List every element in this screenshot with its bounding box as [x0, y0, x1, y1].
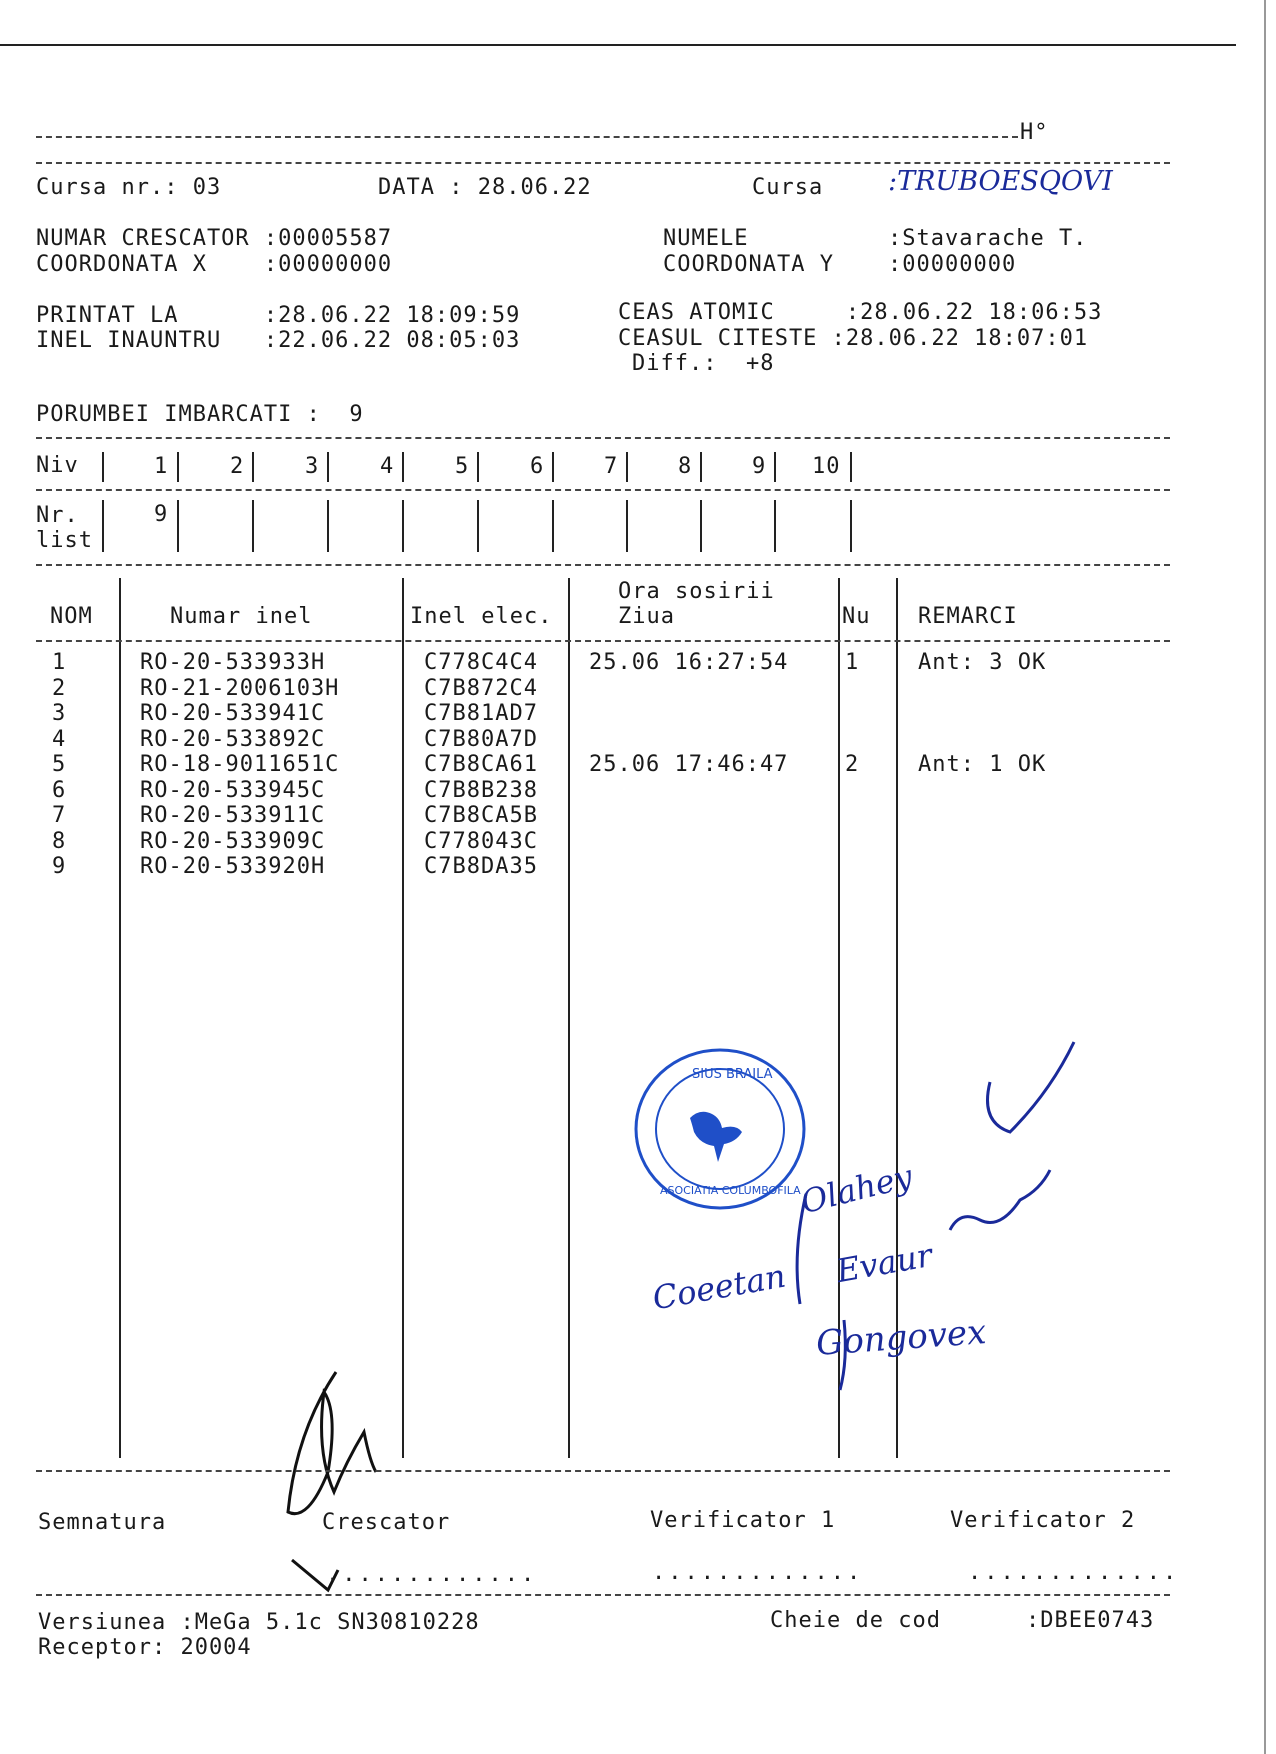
niv-level-9: 9	[752, 454, 767, 479]
row-elec: C7B81AD7	[424, 701, 538, 726]
verificator-2-sign-dots: .............	[968, 1560, 1180, 1585]
semnatura-label: Semnatura	[38, 1510, 167, 1535]
header-ziua: Ziua	[618, 604, 675, 629]
handwritten-signature-2: Coeetan	[649, 1256, 789, 1318]
row-nom: 2	[52, 675, 67, 701]
row-remarci: Ant: 1 OK	[918, 752, 1047, 777]
crescator-sign-dots: .............	[326, 1562, 538, 1587]
receptor: Receptor: 20004	[38, 1635, 252, 1660]
header-inel-elec: Inel elec.	[410, 604, 553, 629]
header-remarci: REMARCI	[918, 604, 1018, 629]
row-inel: RO-20-533911C	[140, 803, 326, 828]
header-numar-inel: Numar inel	[170, 604, 313, 629]
niv-label: Niv	[36, 453, 79, 478]
coordonata-x: COORDONATA X :00000000	[36, 252, 393, 277]
list-label: list	[36, 528, 93, 553]
niv-level-2: 2	[230, 454, 245, 479]
row-inel: RO-20-533933H	[140, 650, 326, 675]
niv-level-10: 10	[812, 454, 841, 479]
row-nom: 6	[52, 777, 67, 803]
row-elec: C7B8CA5B	[424, 803, 538, 828]
stamp-text-bottom: ASOCIATIA COLUMBOFILA	[660, 1184, 801, 1197]
row-inel: RO-20-533892C	[140, 726, 326, 752]
row-nu: 2	[845, 752, 860, 777]
nr-value-1: 9	[154, 502, 169, 527]
row-nom: 5	[52, 752, 67, 777]
cursa-label: Cursa	[752, 175, 824, 200]
handwritten-signature-1: Olahey	[797, 1156, 917, 1222]
handwritten-signature-3: Evaur	[833, 1235, 935, 1291]
row-elec: C778043C	[424, 828, 538, 854]
niv-level-3: 3	[305, 454, 320, 479]
row-inel: RO-20-533941C	[140, 701, 326, 726]
signatures-bottom-dashed	[36, 1594, 1170, 1596]
row-inel: RO-20-533945C	[140, 777, 326, 803]
row-ora: 25.06 16:27:54	[589, 650, 789, 675]
row-inel: RO-20-533909C	[140, 828, 326, 854]
row-nom: 8	[52, 828, 67, 854]
inel-inauntru: INEL INAUNTRU :22.06.22 08:05:03	[36, 328, 521, 353]
niv-level-4: 4	[380, 454, 395, 479]
nr-label: Nr.	[36, 503, 79, 528]
ceasul-citeste: CEASUL CITESTE :28.06.22 18:07:01	[618, 326, 1089, 351]
row-elec: C7B8DA35	[424, 854, 538, 879]
numar-crescator: NUMAR CRESCATOR :00005587	[36, 226, 393, 251]
header-nom: NOM	[50, 604, 93, 629]
header-nu: Nu	[842, 604, 871, 629]
row-elec: C7B80A7D	[424, 726, 538, 752]
data-date: DATA : 28.06.22	[378, 175, 592, 200]
header-mark: H°	[1020, 120, 1049, 145]
numele-value: :Stavarache T.	[888, 226, 1088, 251]
page-edge	[1264, 0, 1266, 1754]
handwritten-signature-4: Gongovex	[814, 1312, 988, 1364]
cheie-de-cod-label: Cheie de cod	[770, 1608, 941, 1633]
row-inel: RO-18-9011651C	[140, 752, 340, 777]
row-ora: 25.06 17:46:47	[589, 752, 789, 777]
verificator-2-label: Verificator 2	[950, 1508, 1136, 1533]
niv-level-5: 5	[455, 454, 470, 479]
row-nom: 3	[52, 701, 67, 726]
row-inel: RO-20-533920H	[140, 854, 326, 879]
row-inel: RO-21-2006103H	[140, 675, 340, 701]
niv-level-7: 7	[604, 454, 619, 479]
header-ora-sosirii: Ora sosirii	[618, 579, 775, 604]
verificator-1-sign-dots: .............	[652, 1560, 864, 1585]
row-remarci: Ant: 3 OK	[918, 650, 1047, 675]
coordonata-y-label: COORDONATA Y	[663, 252, 834, 277]
row-elec: C7B8B238	[424, 777, 538, 803]
crescator-label: Crescator	[322, 1510, 451, 1535]
row-elec: C7B872C4	[424, 675, 538, 701]
niv-level-6: 6	[530, 454, 545, 479]
cheie-de-cod-value: :DBEE0743	[1026, 1608, 1155, 1633]
signatures-top-dashed	[36, 1470, 1170, 1472]
cursa-value-handwritten: :TRUBOESQOVI	[888, 166, 1113, 197]
numele-label: NUMELE	[663, 226, 749, 251]
niv-level-8: 8	[678, 454, 693, 479]
row-elec: C778C4C4	[424, 650, 538, 675]
niv-level-1: 1	[154, 454, 169, 479]
row-nom: 7	[52, 803, 67, 828]
row-nom: 1	[52, 650, 67, 675]
diff: Diff.: +8	[632, 351, 775, 376]
row-nom: 4	[52, 726, 67, 752]
row-nom: 9	[52, 854, 67, 879]
row-elec: C7B8CA61	[424, 752, 538, 777]
printat-la: PRINTAT LA :28.06.22 18:09:59	[36, 303, 521, 328]
stamp-text-top: SIUS BRAILA	[692, 1067, 773, 1082]
porumbei-imbarcati: PORUMBEI IMBARCATI : 9	[36, 402, 364, 427]
versiunea: Versiunea :MeGa 5.1c SN30810228	[38, 1610, 480, 1635]
coordonata-y-value: :00000000	[888, 252, 1017, 277]
ceas-atomic: CEAS ATOMIC :28.06.22 18:06:53	[618, 300, 1103, 325]
row-nu: 1	[845, 650, 860, 675]
verificator-1-label: Verificator 1	[650, 1508, 836, 1533]
cursa-nr: Cursa nr.: 03	[36, 175, 222, 200]
